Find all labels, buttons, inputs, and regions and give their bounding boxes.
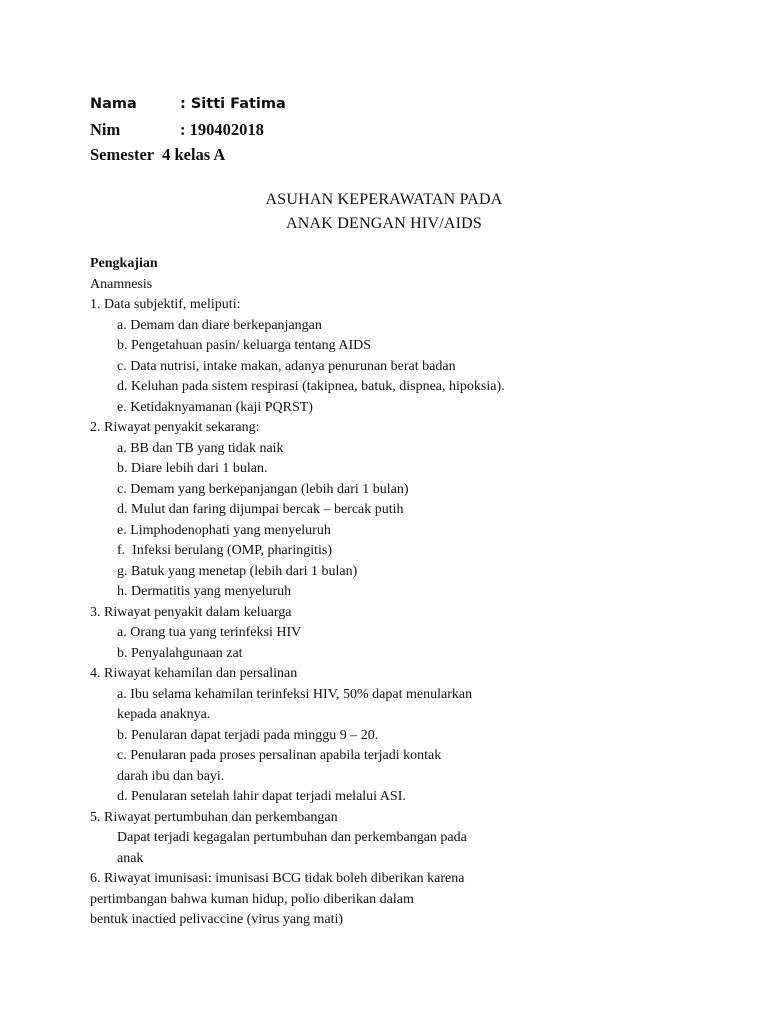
- title-line-1: ASUHAN KEPERAWATAN PADA: [265, 191, 503, 208]
- section-3-title: 3. Riwayat penyakit dalam keluarga: [90, 604, 292, 620]
- document-title: [0, 188, 768, 236]
- section-3-item: b. Penyalahgunaan zat: [117, 645, 243, 661]
- section-6-title: 6. Riwayat imunisasi: imunisasi BCG tidak boleh diberikan karena: [90, 871, 465, 886]
- nim-value: : 190402018: [180, 120, 264, 139]
- section-2-item: e. Limphodenophati yang menyeluruh: [117, 522, 331, 538]
- anamnesis-subheading: Anamnesis: [90, 276, 153, 292]
- section-4-title: 4. Riwayat kehamilan dan persalinan: [90, 666, 298, 681]
- section-4-item: kepada anaknya.: [117, 707, 211, 722]
- semester-text: Semester 4 kelas A: [90, 145, 226, 164]
- semester-row: [90, 142, 510, 167]
- section-4-item: b. Penularan dapat terjadi pada minggu 9 – 20.: [117, 727, 379, 743]
- section-4-item: a. Ibu selama kehamilan terinfeksi HIV, 50% dapat menularkan: [117, 686, 473, 702]
- section-6-item: pertimbangan bahwa kuman hidup, polio diberikan dalam: [90, 891, 414, 907]
- section-5-item: Dapat terjadi kegagalan pertumbuhan dan perkembangan pada: [117, 830, 467, 845]
- section-2-title: 2. Riwayat penyakit sekarang:: [90, 420, 260, 435]
- section-5-title: 5. Riwayat pertumbuhan dan perkembangan: [90, 809, 338, 825]
- nama-row: [90, 92, 510, 117]
- section-1-item: a. Demam dan diare berkepanjangan: [117, 317, 322, 333]
- student-identity: [90, 92, 510, 167]
- pengkajian-heading: Pengkajian: [90, 256, 158, 271]
- section-2-item: a. BB dan TB yang tidak naik: [117, 440, 284, 456]
- section-1-item: b. Pengetahuan pasin/ keluarga tentang AIDS: [117, 338, 372, 353]
- nim-label: Nim: [90, 120, 121, 139]
- section-2-item: d. Mulut dan faring dijumpai bercak – bercak putih: [117, 502, 404, 517]
- section-2-item: b. Diare lebih dari 1 bulan.: [117, 461, 268, 476]
- section-4-item: c. Penularan pada proses persalinan apabila terjadi kontak: [117, 748, 442, 763]
- section-6-item: bentuk inactied pelivaccine (virus yang mati): [90, 912, 344, 927]
- section-1-item: d. Keluhan pada sistem respirasi (takipnea, batuk, dispnea, hipoksia).: [117, 379, 505, 394]
- section-4-item: darah ibu dan bayi.: [117, 768, 225, 784]
- nama-value: : Sitti Fatima: [180, 96, 286, 112]
- section-2-item: c. Demam yang berkepanjangan (lebih dari 1 bulan): [117, 481, 409, 497]
- section-4-item: d. Penularan setelah lahir dapat terjadi melalui ASI.: [117, 789, 406, 804]
- section-2-item: h. Dermatitis yang menyeluruh: [117, 584, 292, 599]
- section-1-item: c. Data nutrisi, intake makan, adanya penurunan berat badan: [117, 358, 456, 374]
- nim-row: [90, 117, 510, 142]
- nama-label: Nama: [90, 96, 137, 112]
- title-line-2: ANAK DENGAN HIV/AIDS: [286, 215, 482, 232]
- document-body: [90, 254, 590, 931]
- section-3-item: a. Orang tua yang terinfeksi HIV: [117, 625, 302, 640]
- section-2-item: g. Batuk yang menetap (lebih dari 1 bulan): [117, 563, 358, 579]
- section-1-item: e. Ketidaknyamanan (kaji PQRST): [117, 399, 313, 415]
- section-5-item: anak: [117, 850, 144, 866]
- section-1-title: 1. Data subjektif, meliputi:: [90, 297, 241, 312]
- section-2-item: f. Infeksi berulang (OMP, pharingitis): [117, 543, 333, 558]
